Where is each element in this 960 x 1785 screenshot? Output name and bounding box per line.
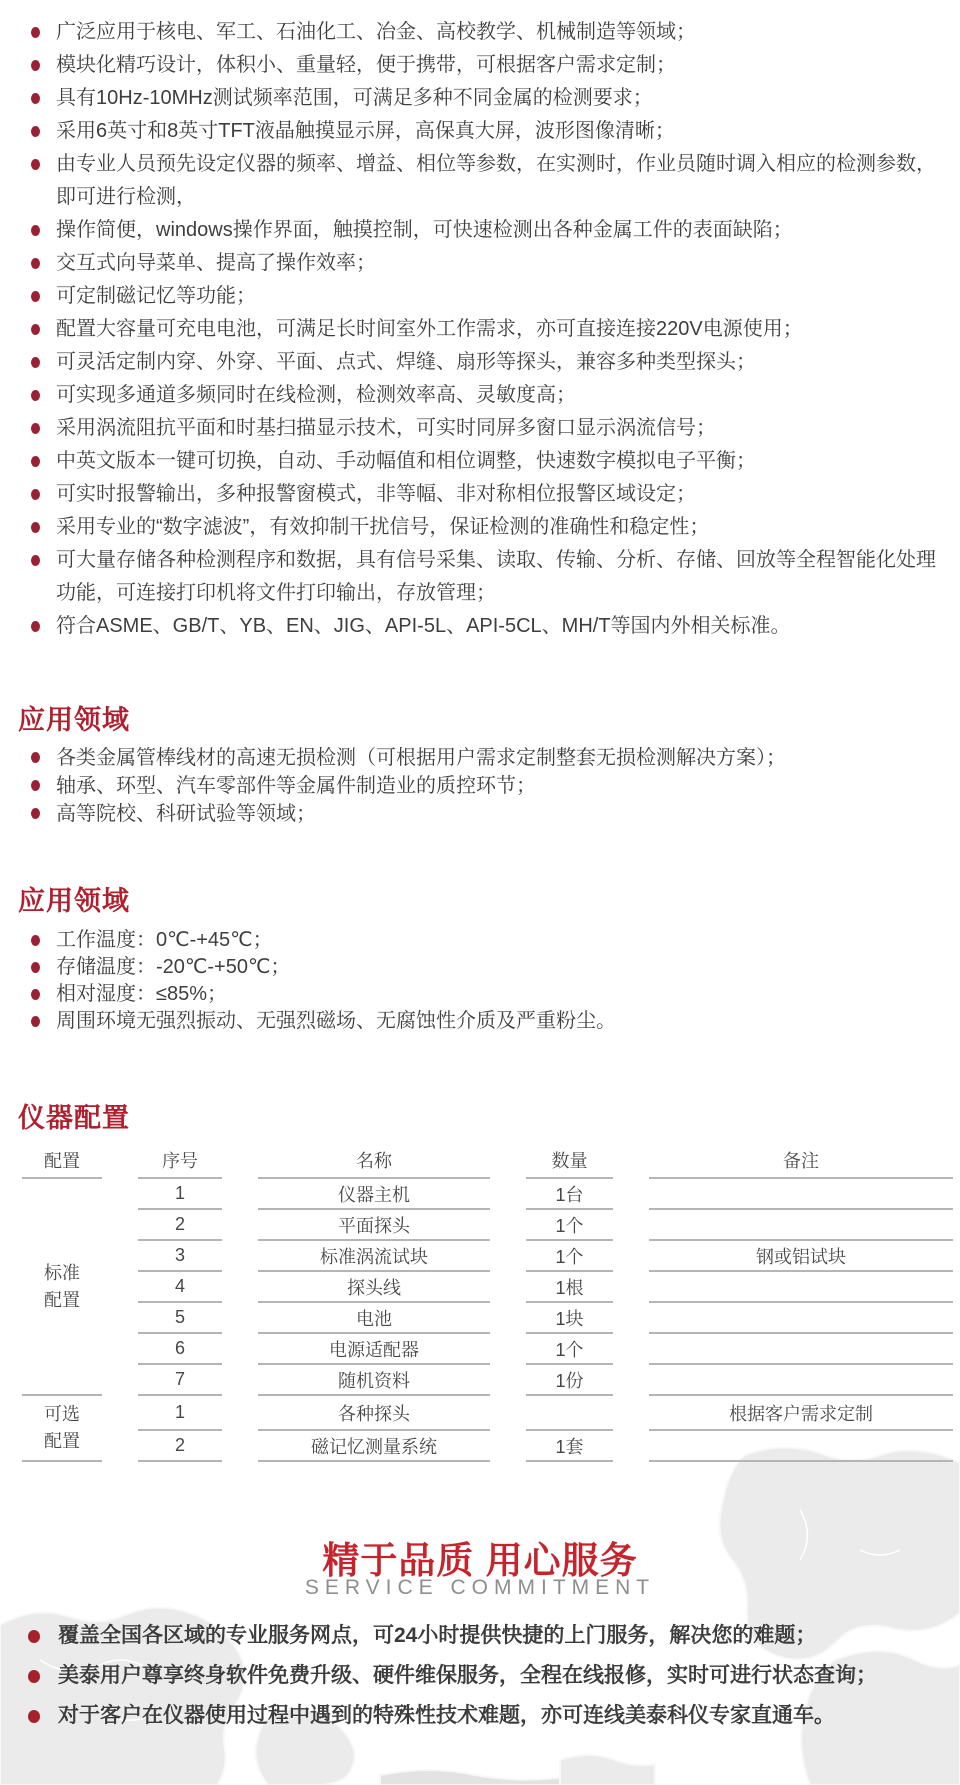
table-cell: 1套 [526,1431,613,1462]
list-item [0,544,946,610]
list-item [0,280,946,313]
feature-text: 可定制磁记忆等功能； [56,285,256,307]
bullet-icon [31,126,40,137]
bullet-icon [31,555,40,566]
bullet-icon [31,324,40,335]
feature-text: 操作简便，windows操作界面，触摸控制，可快速检测出各种金属工件的表面缺陷； [56,219,793,241]
list-item [0,49,946,82]
list-item [0,772,946,800]
table-cell: 1个 [526,1334,613,1365]
table-cell [526,1396,613,1431]
feature-text: 由专业人员预先设定仪器的频率、增益、相位等参数，在实测时，作业员随时调入相应的检测参数，即可进行检测， [56,153,936,208]
list-item [0,148,946,214]
list-item [0,346,946,379]
table-cell: 随机资料 [258,1365,490,1396]
environment-text: 存储温度：-20℃-+50℃； [56,956,291,978]
bullet-icon [28,1670,40,1683]
feature-text: 广泛应用于核电、军工、石油化工、冶金、高校教学、机械制造等领域； [56,21,696,43]
table-header-cell: 配置 [22,1142,102,1179]
table-cell: 7 [138,1365,222,1396]
environment-heading: 应用领域 [18,886,130,916]
config-group-label: 标准配置 [44,1262,80,1310]
list-item [0,313,946,346]
table-cell: 2 [138,1210,222,1241]
bullet-icon [31,357,40,368]
bullet-icon [31,27,40,38]
environment-text: 周围环境无强烈振动、无强烈磁场、无腐蚀性介质及严重粉尘。 [56,1010,616,1032]
list-item [0,16,946,49]
table-cell [649,1365,953,1396]
bullet-icon [31,93,40,104]
table-header-cell: 名称 [258,1142,490,1179]
table-cell: 3 [138,1241,222,1272]
bullet-icon [31,60,40,71]
environment-list [0,927,946,1035]
table-cell: 6 [138,1334,222,1365]
service-slogan: 精于品质 用心服务 [322,1540,638,1581]
bullet-icon [31,935,40,946]
bullet-icon [28,1630,40,1643]
list-item [0,379,946,412]
list-item [0,981,946,1008]
list-item [0,511,946,544]
bullet-icon [31,808,40,819]
feature-text: 可大量存储各种检测程序和数据，具有信号采集、读取、传输、分析、存储、回放等全程智能化处理功能，可连接打印机将文件打印输出，存放管理； [56,549,936,604]
config-heading: 仪器配置 [18,1103,130,1133]
feature-text: 交互式向导菜单、提高了操作效率； [56,252,376,274]
config-group-cell [22,1179,102,1396]
bullet-icon [31,489,40,500]
list-item [0,1008,946,1035]
bullet-icon [31,752,40,763]
table-cell: 1份 [526,1365,613,1396]
table-cell [649,1431,953,1462]
bullet-icon [31,159,40,170]
bullet-icon [31,522,40,533]
config-group-label: 可选配置 [44,1404,80,1451]
table-cell: 各种探头 [258,1396,490,1431]
bullet-icon [31,1016,40,1027]
list-item [0,1696,946,1736]
feature-text: 中英文版本一键可切换，自动、手动幅值和相位调整，快速数字模拟电子平衡； [56,450,756,472]
list-item [0,478,946,511]
environment-text: 相对湿度：≤85%； [56,983,228,1005]
application-text: 各类金属管棒线材的高速无损检测（可根据用户需求定制整套无损检测解决方案）； [56,747,786,769]
table-cell: 4 [138,1272,222,1303]
config-table [22,1142,953,1462]
features-list [0,16,946,643]
feature-text: 配置大容量可充电电池，可满足长时间室外工作需求，亦可直接连接220V电源使用； [56,318,803,340]
feature-text: 采用专业的“数字滤波”，有效抑制干扰信号，保证检测的准确性和稳定性； [56,516,710,538]
environment-text: 工作温度：0℃-+45℃； [56,929,273,951]
service-list [0,1616,946,1736]
feature-text: 可实时报警输出，多种报警窗模式，非等幅、非对称相位报警区域设定； [56,483,696,505]
table-cell [649,1303,953,1334]
table-header-cell: 序号 [138,1142,222,1179]
table-cell: 1根 [526,1272,613,1303]
service-text: 覆盖全国各区域的专业服务网点，可24小时提供快捷的上门服务，解决您的难题； [58,1624,817,1647]
config-group-cell [22,1396,102,1462]
list-item [0,1616,946,1656]
table-cell [649,1179,953,1210]
bullet-icon [31,291,40,302]
feature-text: 符合ASME、GB/T、YB、EN、JIG、API-5L、API-5CL、MH/T等国内外相关标准。 [56,615,791,637]
table-cell: 电源适配器 [258,1334,490,1365]
feature-text: 模块化精巧设计，体积小、重量轻，便于携带，可根据客户需求定制； [56,54,676,76]
table-cell: 钢或铝试块 [649,1241,953,1272]
table-header-cell: 数量 [526,1142,613,1179]
feature-text: 采用涡流阻抗平面和时基扫描显示技术，可实时同屏多窗口显示涡流信号； [56,417,716,439]
list-item [0,214,946,247]
table-cell: 标准涡流试块 [258,1241,490,1272]
bullet-icon [31,989,40,1000]
list-item [0,800,946,828]
table-cell: 1 [138,1396,222,1431]
table-cell: 1个 [526,1210,613,1241]
table-cell [649,1334,953,1365]
table-cell: 仪器主机 [258,1179,490,1210]
bullet-icon [28,1710,40,1723]
application-text: 轴承、环型、汽车零部件等金属件制造业的质控环节； [56,775,536,797]
feature-text: 采用6英寸和8英寸TFT液晶触摸显示屏，高保真大屏，波形图像清晰； [56,120,675,142]
feature-text: 具有10Hz-10MHz测试频率范围，可满足多种不同金属的检测要求； [56,87,653,109]
table-cell [649,1210,953,1241]
table-cell: 根据客户需求定制 [649,1396,953,1431]
service-text: 对于客户在仪器使用过程中遇到的特殊性技术难题，亦可连线美泰科仪专家直通车。 [58,1704,835,1727]
table-cell: 磁记忆测量系统 [258,1431,490,1462]
table-cell: 1块 [526,1303,613,1334]
table-cell: 1 [138,1179,222,1210]
list-item [0,445,946,478]
application-text: 高等院校、科研试验等领域； [56,803,316,825]
list-item [0,927,946,954]
list-item [0,610,946,643]
bullet-icon [31,621,40,632]
bullet-icon [31,390,40,401]
list-item [0,247,946,280]
application-list [0,744,946,828]
bullet-icon [31,780,40,791]
service-text: 美泰用户尊享终身软件免费升级、硬件维保服务，全程在线报修，实时可进行状态查询； [58,1664,877,1687]
table-cell: 平面探头 [258,1210,490,1241]
table-cell [649,1272,953,1303]
application-heading: 应用领域 [18,705,130,735]
table-cell: 电池 [258,1303,490,1334]
service-subtitle: SERVICE COMMITMENT [304,1576,656,1599]
bullet-icon [31,258,40,269]
bullet-icon [31,225,40,236]
table-cell: 1台 [526,1179,613,1210]
bullet-icon [31,423,40,434]
list-item [0,954,946,981]
list-item [0,82,946,115]
table-cell: 2 [138,1431,222,1462]
table-header-cell: 备注 [649,1142,953,1179]
list-item [0,412,946,445]
feature-text: 可灵活定制内穿、外穿、平面、点式、焊缝、扇形等探头，兼容多种类型探头； [56,351,756,373]
list-item [0,115,946,148]
feature-text: 可实现多通道多频同时在线检测，检测效率高、灵敏度高； [56,384,576,406]
bullet-icon [31,456,40,467]
table-cell: 5 [138,1303,222,1334]
list-item [0,1656,946,1696]
list-item [0,744,946,772]
table-cell: 探头线 [258,1272,490,1303]
table-cell: 1个 [526,1241,613,1272]
bullet-icon [31,962,40,973]
